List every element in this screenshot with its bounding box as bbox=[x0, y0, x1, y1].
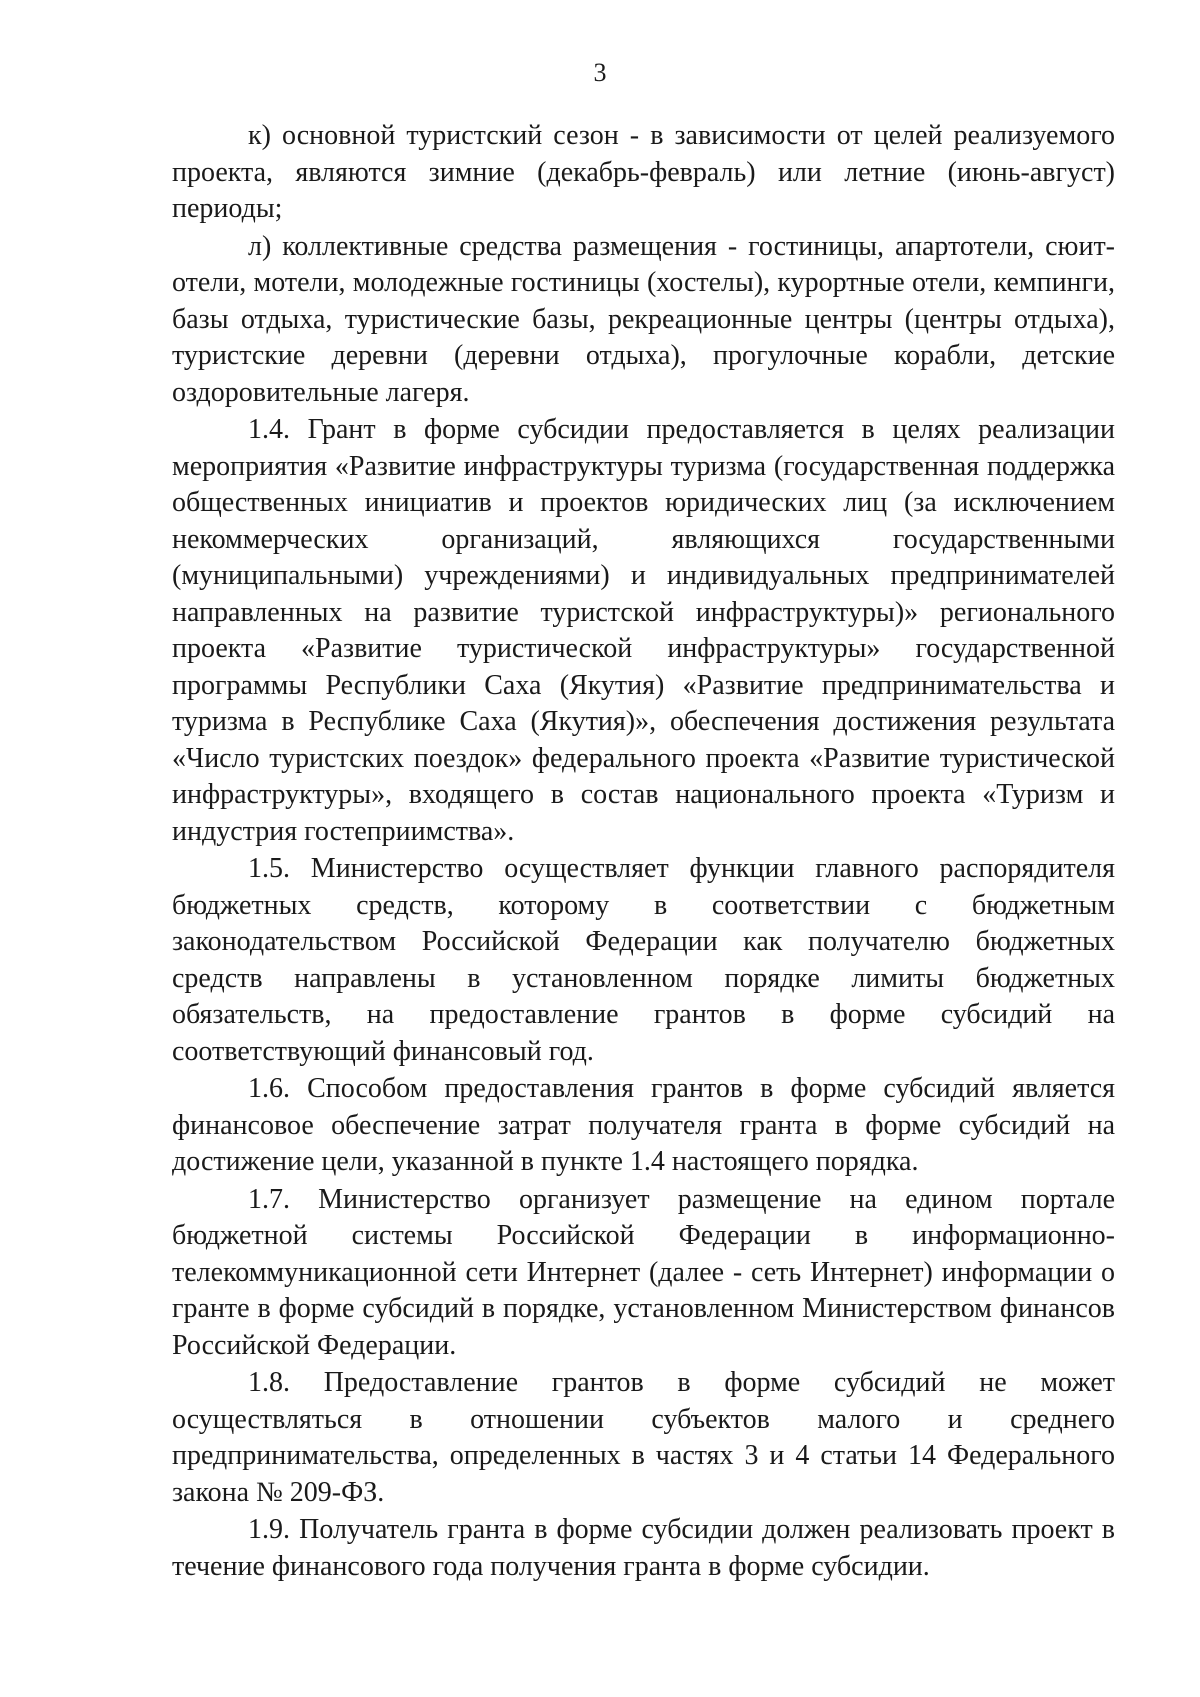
paragraph-1-9-project-implementation: 1.9. Получатель гранта в форме субсидии должен реализовать проект в течение финансового года получения гранта в форме субсидии. bbox=[172, 1514, 1115, 1582]
paragraph-1-7-portal-publication: 1.7. Министерство организует размещение на едином портале бюджетной системы Российской Федерации в информационно-телекоммуникационной сети Интернет (далее - сеть Интернет) информации о гранте в форме субсидий в порядке, установленном Министерством финансов Российской Федерации. bbox=[172, 1183, 1115, 1361]
page-number: 3 bbox=[593, 58, 607, 87]
paragraph-1-5-ministry-functions: 1.5. Министерство осуществляет функции главного распорядителя бюджетных средств, которому в соответствии с бюджетным законодательством Российской Федерации как получателю бюджетных средств направлены в установленном порядке лимиты бюджетных обязательств, на предоставление грантов в форме субсидий на соответствующий финансовый год. bbox=[172, 853, 1115, 1067]
paragraph-1-6-grant-method: 1.6. Способом предоставления грантов в форме субсидий является финансовое обеспечение затрат получателя гранта в форме субсидий на достижение цели, указанной в пункте 1.4 настоящего порядка. bbox=[172, 1073, 1115, 1177]
paragraph-l-collective-accommodation: л) коллективные средства размещения - гостиницы, апартотели, сюит-отели, мотели, молодежные гостиницы (хостелы), курортные отели, кемпинги, базы отдыха, туристические базы, рекреационные центры (центры отдыха), туристские деревни (деревни отдыха), прогулочные корабли, детские оздоровительные лагеря. bbox=[172, 230, 1115, 408]
document-body bbox=[172, 118, 1115, 1586]
paragraph-1-8-grant-restrictions: 1.8. Предоставление грантов в форме субсидий не может осуществляться в отношении субъектов малого и среднего предпринимательства, определенных в частях 3 и 4 статьи 14 Федерального закона № 209-ФЗ. bbox=[172, 1367, 1115, 1508]
paragraph-1-4-grant-purpose: 1.4. Грант в форме субсидии предоставляется в целях реализации мероприятия «Развитие инфраструктуры туризма (государственная поддержка общественных инициатив и проектов юридических лиц (за исключением некоммерческих организаций, являющихся государственными (муниципальными) учреждениями) и индивидуальных предпринимателей направленных на развитие туристской инфраструктуры)» регионального проекта «Развитие туристической инфраструктуры» государственной программы Республики Саха (Якутия) «Развитие предпринимательства и туризма в Республике Саха (Якутия)», обеспечения достижения результата «Число туристских поездок» федерального проекта «Развитие туристической инфраструктуры», входящего в состав национального проекта «Туризм и индустрия гостеприимства». bbox=[172, 414, 1115, 847]
paragraph-k-main-tourist-season: к) основной туристский сезон - в зависимости от целей реализуемого проекта, являются зимние (декабрь-февраль) или летние (июнь-август) периоды; bbox=[172, 120, 1115, 224]
